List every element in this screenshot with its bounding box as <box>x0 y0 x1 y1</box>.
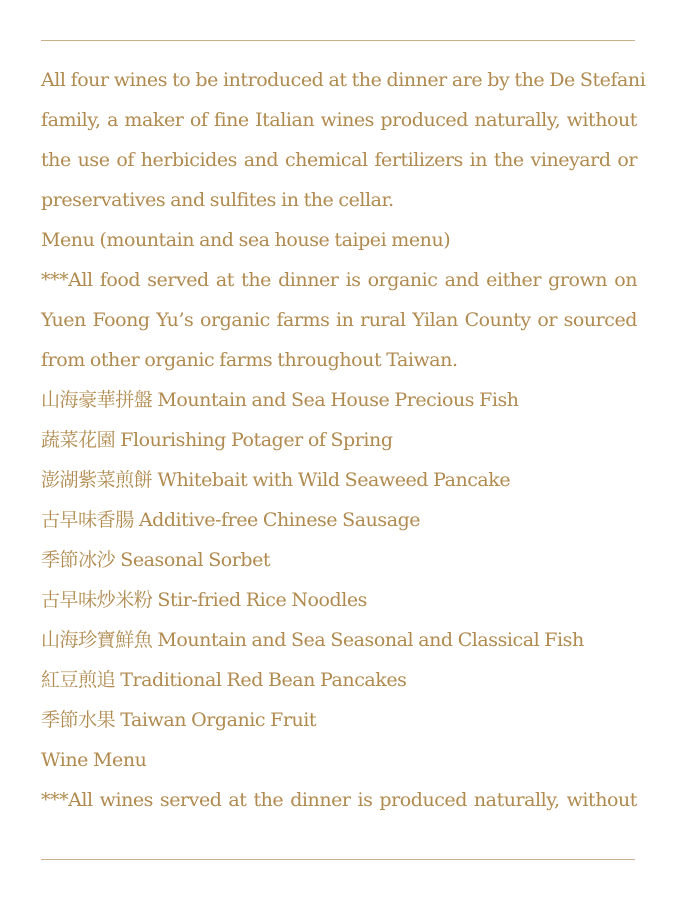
menu-heading: Menu (mountain and sea house taipei menu) <box>41 229 451 251</box>
menu-item: 澎湖紫菜煎餅 Whitebait with Wild Seaweed Pancake <box>41 469 511 491</box>
bottom-divider <box>41 859 635 860</box>
top-divider <box>41 40 635 41</box>
intro-line: the use of herbicides and chemical fertilizers in the vineyard or <box>41 149 637 171</box>
intro-line: family, a maker of fine Italian wines produced naturally, without <box>41 109 637 131</box>
menu-item: 季節冰沙 Seasonal Sorbet <box>41 549 271 571</box>
menu-item: 紅豆煎追 Traditional Red Bean Pancakes <box>41 669 407 691</box>
menu-item: 山海豪華拼盤 Mountain and Sea House Precious Fish <box>41 389 519 411</box>
menu-item: 古早味香腸 Additive-free Chinese Sausage <box>41 509 421 531</box>
food-note-line: Yuen Foong Yu’s organic farms in rural Yilan County or sourced <box>41 309 637 331</box>
menu-item: 季節水果 Taiwan Organic Fruit <box>41 709 317 731</box>
intro-line: All four wines to be introduced at the dinner are by the De Stefani <box>41 69 646 91</box>
menu-item: 山海珍寶鮮魚 Mountain and Sea Seasonal and Classical Fish <box>41 629 584 651</box>
wine-note-line: ***All wines served at the dinner is produced naturally, without <box>41 789 637 811</box>
menu-item: 蔬菜花園 Flourishing Potager of Spring <box>41 429 393 451</box>
intro-line: preservatives and sulfites in the cellar. <box>41 189 394 211</box>
wine-heading: Wine Menu <box>41 749 147 771</box>
food-note-line: from other organic farms throughout Taiwan. <box>41 349 458 371</box>
menu-item: 古早味炒米粉 Stir-fried Rice Noodles <box>41 589 367 611</box>
food-note-line: ***All food served at the dinner is organic and either grown on <box>41 269 637 291</box>
article-body <box>41 60 646 820</box>
